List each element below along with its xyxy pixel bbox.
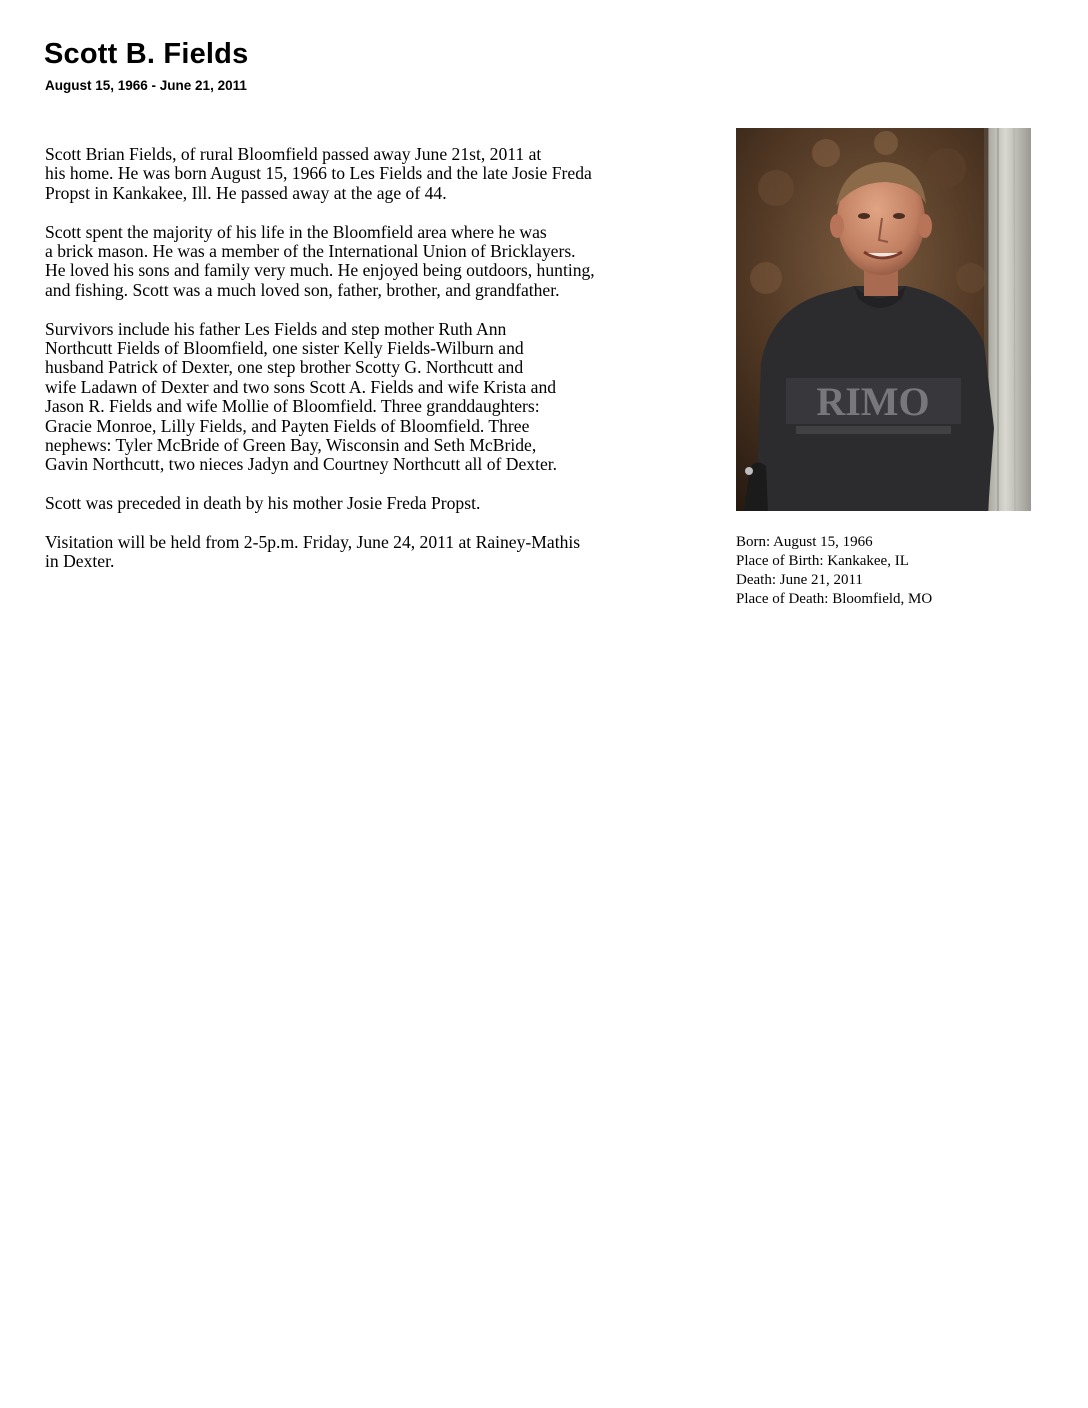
obituary-paragraph xyxy=(45,533,725,572)
born-date: Born: August 15, 1966 xyxy=(736,534,873,550)
death-date: Death: June 21, 2011 xyxy=(736,572,863,588)
vital-info xyxy=(736,533,932,609)
shirt-print: RIMO xyxy=(816,379,930,424)
text-line: Gracie Monroe, Lilly Fields, and Payten Fields of Bloomfield. Three xyxy=(45,415,530,436)
portrait-photo xyxy=(736,128,1031,511)
text-line: and fishing. Scott was a much loved son, father, brother, and grandfather. xyxy=(45,279,560,300)
text-line: Survivors include his father Les Fields and step mother Ruth Ann xyxy=(45,318,507,339)
text-line: Northcutt Fields of Bloomfield, one sister Kelly Fields-Wilburn and xyxy=(45,338,524,359)
text-line: in Dexter. xyxy=(45,551,115,572)
text-line: He loved his sons and family very much. He enjoyed being outdoors, hunting, xyxy=(45,260,595,281)
text-line: Visitation will be held from 2-5p.m. Friday, June 24, 2011 at Rainey-Mathis xyxy=(45,532,581,553)
text-line: nephews: Tyler McBride of Green Bay, Wisconsin and Seth McBride, xyxy=(45,435,537,456)
text-line: Scott was preceded in death by his mother Josie Freda Propst. xyxy=(45,493,481,514)
obituary-paragraph xyxy=(45,223,725,301)
page-title: Scott B. Fields xyxy=(44,38,249,70)
text-line: Jason R. Fields and wife Mollie of Bloomfield. Three granddaughters: xyxy=(45,396,540,417)
text-line: husband Patrick of Dexter, one step brother Scotty G. Northcutt and xyxy=(45,357,524,378)
place-of-death: Place of Death: Bloomfield, MO xyxy=(736,591,933,607)
obituary-body xyxy=(45,145,725,591)
obituary-paragraph xyxy=(45,320,725,475)
obituary-paragraph xyxy=(45,494,725,513)
text-line: Gavin Northcutt, two nieces Jadyn and Courtney Northcutt all of Dexter. xyxy=(45,454,558,475)
life-dates: August 15, 1966 - June 21, 2011 xyxy=(45,78,247,93)
text-line: Scott Brian Fields, of rural Bloomfield passed away June 21st, 2011 at xyxy=(45,144,542,164)
text-line: wife Ladawn of Dexter and two sons Scott A. Fields and wife Krista and xyxy=(45,376,557,397)
obituary-paragraph xyxy=(45,145,725,203)
text-line: Scott spent the majority of his life in the Bloomfield area where he was xyxy=(45,221,547,242)
place-of-birth: Place of Birth: Kankakee, IL xyxy=(736,553,909,569)
text-line: his home. He was born August 15, 1966 to Les Fields and the late Josie Freda xyxy=(45,163,592,184)
text-line: Propst in Kankakee, Ill. He passed away at the age of 44. xyxy=(45,182,447,203)
text-line: a brick mason. He was a member of the International Union of Bricklayers. xyxy=(45,241,576,262)
